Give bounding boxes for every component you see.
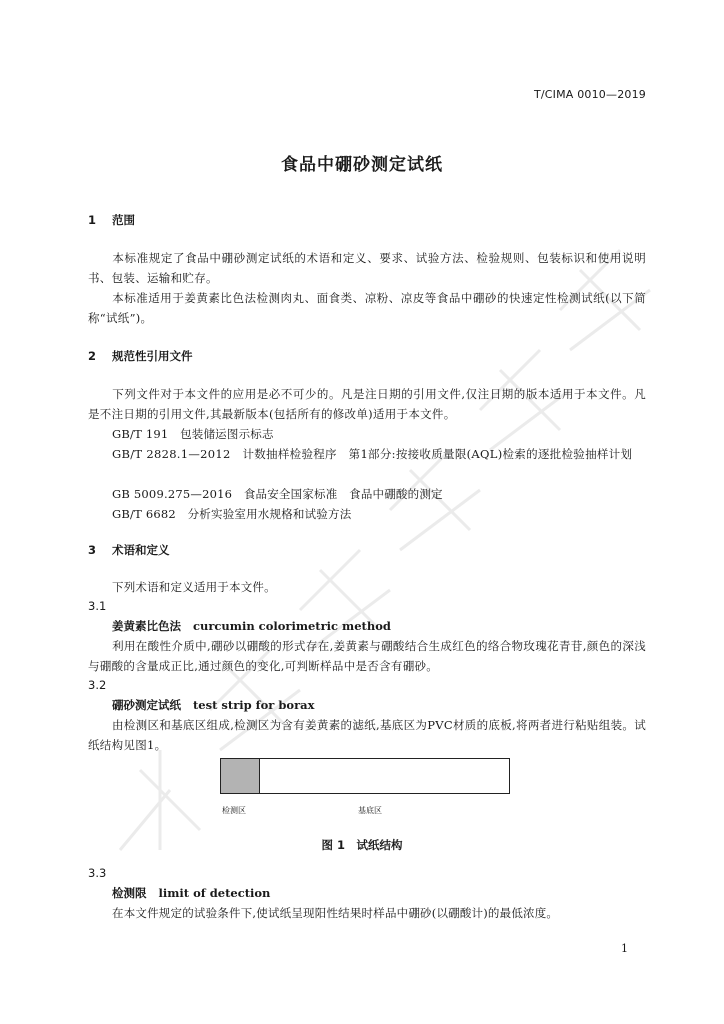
section-1-paragraph-1-text: 本标准规定了食品中硼砂测定试纸的术语和定义、要求、试验方法、检验规则、包装标识和使用说明书、包装、运输和贮存。: [88, 251, 646, 285]
base-zone-label: 基底区: [358, 806, 382, 815]
section-2-number: 2: [88, 349, 97, 363]
section-1-number: 1: [88, 213, 97, 227]
reference-item-text: GB/T 2828.1—2012 计数抽样检验程序 第1部分:按接收质量限(AQL)检索的逐批检验抽样计划: [112, 447, 633, 461]
term-definition-text: 由检测区和基底区组成,检测区为含有姜黄素的滤纸,基底区为PVC材质的底板,将两者进行粘贴组装。试纸结构见图1。: [88, 718, 646, 752]
section-3-number: 3: [88, 543, 97, 557]
detection-zone: [221, 759, 260, 793]
section-1-heading: [88, 212, 135, 228]
section-3-heading: [88, 542, 170, 558]
reference-item: GB/T 191 包装储运图示标志: [112, 427, 274, 441]
section-2-intro-text: 下列文件对于本文件的应用是必不可少的。凡是注日期的引用文件,仅注日期的版本适用于本文件。凡是不注日期的引用文件,其最新版本(包括所有的修改单)适用于本文件。: [88, 387, 646, 421]
figure-caption: 图 1 试纸结构: [321, 838, 403, 852]
term-heading: [112, 618, 391, 634]
term-zh: 检测限: [112, 886, 147, 900]
section-2-title: 规范性引用文件: [112, 349, 193, 363]
term-en: limit of detection: [158, 886, 271, 900]
page-number: 1: [621, 942, 628, 955]
document-title: 食品中硼砂测定试纸: [281, 155, 443, 175]
reference-item: GB/T 6682 分析实验室用水规格和试验方法: [112, 507, 352, 521]
term-heading: [112, 697, 314, 713]
term-definition: [88, 636, 646, 676]
term-number: 3.1: [88, 599, 107, 613]
term-number: 3.3: [88, 866, 107, 880]
term-en: curcumin colorimetric method: [193, 619, 391, 633]
section-1-paragraph-2: [88, 288, 646, 328]
term-number: 3.2: [88, 678, 107, 692]
section-3-title: 术语和定义: [112, 543, 170, 557]
detection-zone-label: 检测区: [222, 806, 246, 815]
section-3-intro: 下列术语和定义适用于本文件。: [112, 580, 276, 594]
reference-item: [88, 444, 646, 464]
section-1-paragraph-1: [88, 248, 646, 288]
test-strip-diagram: [220, 758, 510, 794]
term-en: test strip for borax: [193, 698, 315, 712]
term-heading: [112, 885, 270, 901]
reference-item: GB 5009.275—2016 食品安全国家标准 食品中硼酸的测定: [112, 487, 443, 501]
section-1-title: 范围: [112, 213, 135, 227]
term-zh: 硼砂测定试纸: [112, 698, 181, 712]
standard-number: T/CIMA 0010—2019: [533, 88, 646, 101]
term-definition: 在本文件规定的试验条件下,使试纸呈现阳性结果时样品中硼砂(以硼酸计)的最低浓度。: [112, 906, 559, 920]
section-2-intro: [88, 384, 646, 424]
section-1-paragraph-2-text: 本标准适用于姜黄素比色法检测肉丸、面食类、凉粉、凉皮等食品中硼砂的快速定性检测试纸(以下简称“试纸”)。: [88, 291, 646, 325]
section-2-heading: [88, 348, 193, 364]
term-definition-text: 利用在酸性介质中,硼砂以硼酸的形式存在,姜黄素与硼酸结合生成红色的络合物玫瑰花青苷,颜色的深浅与硼酸的含量成正比,通过颜色的变化,可判断样品中是否含有硼砂。: [88, 639, 646, 673]
term-zh: 姜黄素比色法: [112, 619, 181, 633]
term-definition: [88, 715, 646, 755]
